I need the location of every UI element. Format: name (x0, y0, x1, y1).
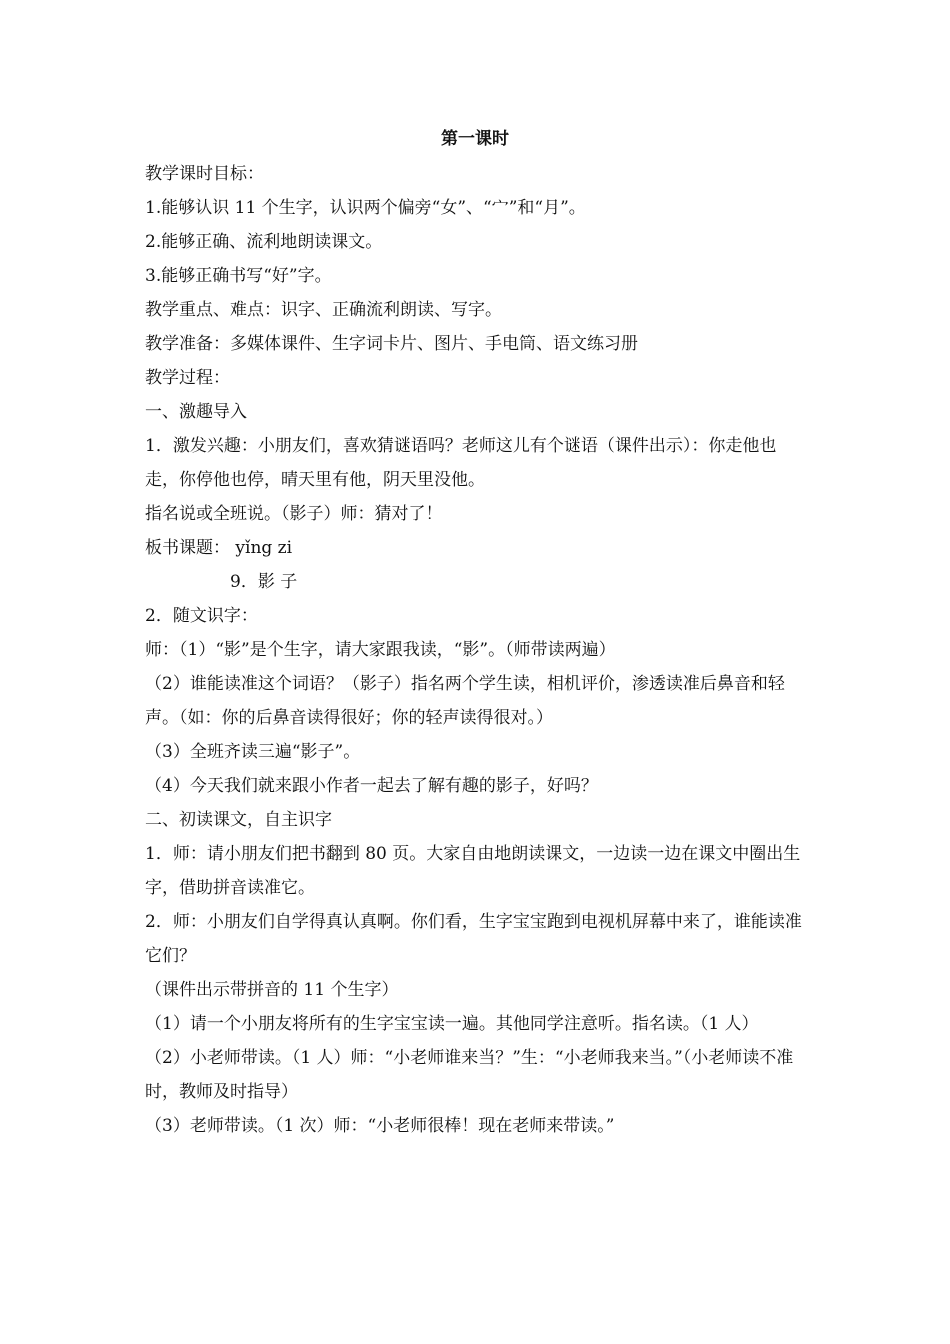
paragraph: 1．师：请小朋友们把书翻到 80 页。大家自由地朗读课文，一边读一边在课文中圈出生字，借助拼音读准它。 (145, 844, 801, 898)
paragraph: 师：（1）“影”是个生字，请大家跟我读，“影”。（师带读两遍） (145, 640, 616, 660)
paragraph: 教学课时目标： (145, 164, 264, 184)
paragraph: （3）全班齐读三遍“影子”。 (145, 742, 361, 762)
lesson-title-board: 9．影 子 (230, 572, 298, 592)
paragraph: 指名说或全班说。（影子）师：猜对了！ (145, 504, 443, 524)
paragraph: （3）老师带读。（1 次）师：“小老师很棒！现在老师来带读。” (145, 1116, 615, 1136)
paragraph: 2．师：小朋友们自学得真认真啊。你们看，生字宝宝跑到电视机屏幕中来了，谁能读准它们？ (145, 912, 802, 966)
section-heading: 一、激趣导入 (145, 402, 247, 422)
paragraph: 教学重点、难点：识字、正确流利朗读、写字。 (145, 300, 502, 320)
page-title: 第一课时 (441, 129, 509, 149)
paragraph: （4）今天我们就来跟小作者一起去了解有趣的影子，好吗？ (145, 776, 598, 796)
paragraph: 教学过程： (145, 368, 230, 388)
paragraph: （2）谁能读准这个词语？（影子）指名两个学生读，相机评价，渗透读准后鼻音和轻声。（如：你的后鼻音读得很好；你的轻声读得很对。） (145, 674, 785, 728)
document-body (145, 157, 807, 1143)
paragraph: 3.能够正确书写“好”字。 (145, 266, 332, 286)
paragraph: 1.能够认识 11 个生字，认识两个偏旁“女”、“宀”和“月”。 (145, 198, 586, 218)
paragraph: （1）请一个小朋友将所有的生字宝宝读一遍。其他同学注意听。指名读。（1 人） (145, 1014, 759, 1034)
paragraph: （2）小老师带读。（1 人）师：“小老师谁来当？”生：“小老师我来当。”（小老师读不准时，教师及时指导） (145, 1048, 794, 1102)
paragraph: 2．随文识字： (145, 606, 258, 626)
paragraph: 板书课题： yǐng zi (145, 538, 293, 558)
paragraph: （课件出示带拼音的 11 个生字） (145, 980, 399, 1000)
paragraph: 2.能够正确、流利地朗读课文。 (145, 232, 383, 252)
section-heading: 二、初读课文，自主识字 (145, 810, 332, 830)
paragraph: 1．激发兴趣：小朋友们，喜欢猜谜语吗？老师这儿有个谜语（课件出示）：你走他也走，你停他也停，晴天里有他，阴天里没他。 (145, 436, 777, 490)
paragraph: 教学准备：多媒体课件、生字词卡片、图片、手电筒、语文练习册 (145, 334, 638, 354)
